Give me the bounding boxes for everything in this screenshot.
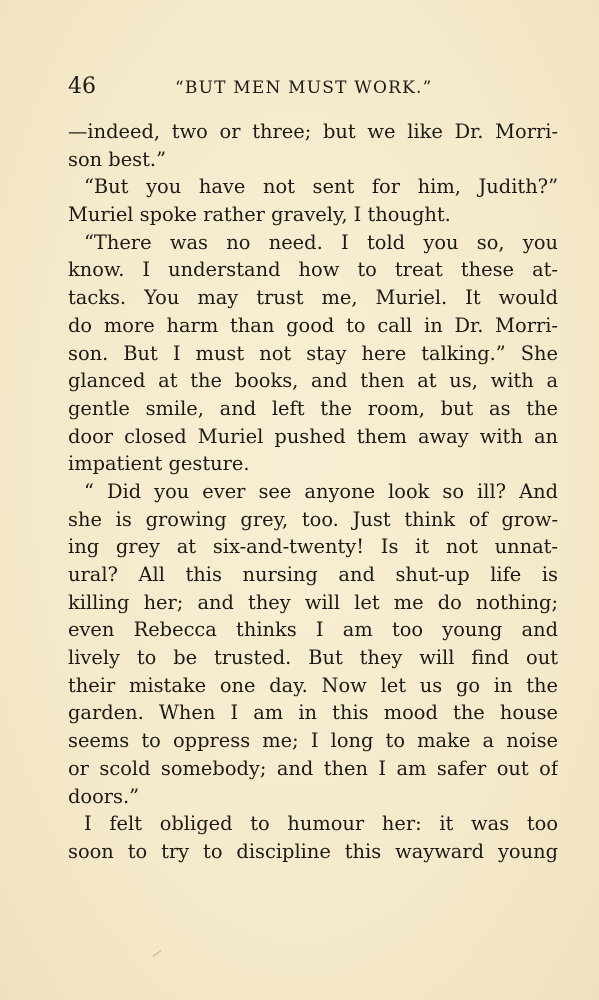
- running-head: “BUT MEN MUST WORK.”: [175, 78, 433, 98]
- text-line: —indeed, two or three; but we like Dr. Morri-: [68, 120, 558, 143]
- text-line: doors.”: [68, 784, 140, 808]
- text-line: son. But I must not stay here talking.” She: [68, 341, 558, 365]
- text-line: impatient gesture.: [68, 452, 250, 476]
- text-line: know. I understand how to treat these at-: [68, 258, 558, 282]
- text-line: “ Did you ever see anyone look so ill? And: [84, 479, 558, 503]
- text-line: even Rebecca thinks I am too young and: [68, 618, 558, 642]
- text-line: killing her; and they will let me do nothing;: [68, 590, 558, 614]
- page-number: 46: [68, 74, 96, 99]
- text-line: “But you have not sent for him, Judith?”: [84, 175, 558, 199]
- body-text: [68, 118, 558, 866]
- text-line: do more harm than good to call in Dr. Morri-: [68, 313, 558, 337]
- text-line: son best.”: [68, 147, 166, 171]
- text-line: door closed Muriel pushed them away with an: [68, 424, 558, 448]
- text-line: I felt obliged to humour her: it was too: [84, 812, 558, 836]
- text-line: “There was no need. I told you so, you: [84, 230, 558, 254]
- text-line: tacks. You may trust me, Muriel. It would: [68, 286, 558, 310]
- text-line: ing grey at six-and-twenty! Is it not unnat-: [68, 535, 558, 559]
- text-line: soon to try to discipline this wayward young: [68, 839, 558, 863]
- text-line: Muriel spoke rather gravely, I thought.: [68, 203, 451, 227]
- text-line: their mistake one day. Now let us go in the: [68, 673, 558, 697]
- text-line: garden. When I am in this mood the house: [68, 701, 558, 725]
- paper-blemish: [153, 950, 162, 957]
- text-line: ural? All this nursing and shut-up life is: [68, 563, 558, 586]
- text-line: gentle smile, and left the room, but as the: [68, 396, 558, 420]
- text-line: glanced at the books, and then at us, with a: [68, 369, 558, 393]
- text-line: or scold somebody; and then I am safer out of: [68, 756, 558, 780]
- text-line: seems to oppress me; I long to make a noise: [68, 729, 558, 753]
- page-header: [68, 74, 558, 104]
- text-line: she is growing grey, too. Just think of grow-: [68, 507, 558, 531]
- text-line: lively to be trusted. But they will find out: [68, 646, 558, 670]
